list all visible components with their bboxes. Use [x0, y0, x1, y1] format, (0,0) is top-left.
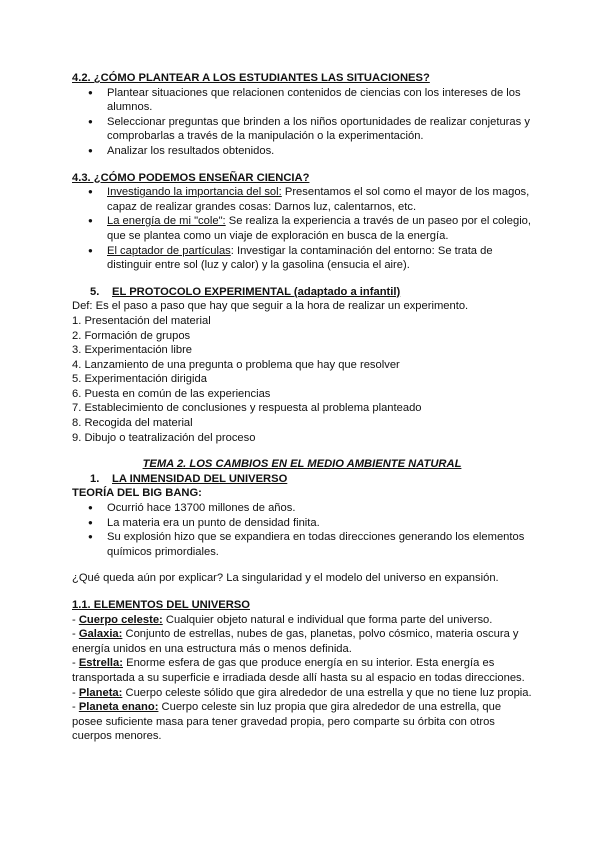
protocol-steps	[72, 314, 532, 445]
item-title: Investigando la importancia del sol:	[107, 186, 282, 199]
step-item: 2. Formación de grupos	[72, 329, 191, 342]
element-text: Conjunto de estrellas, nubes de gas, planetas, polvo cósmico, materia oscura y energía unidos en una estructura más o menos definida.	[72, 628, 519, 655]
definition-text: Def: Es el paso a paso que hay que seguir a la hora de realizar un experimento.	[72, 300, 469, 313]
item-title: El captador de partículas	[107, 244, 231, 257]
section-4-2-list	[72, 86, 532, 159]
list-item	[72, 214, 532, 243]
element-term: Estrella:	[78, 657, 123, 670]
element-item: - Planeta enano: Cuerpo celeste sin luz propia que gira alrededor de una estrella, que posee suficiente masa para tener gravedad propia, pero comparte su órbita con otros cuerpos menores.	[72, 701, 502, 743]
item-text: : Investigar la contaminación del entorno: Se trata de distinguir entre sol (luz y calor) y la gasolina (ensucia el aire).	[107, 244, 493, 272]
element-term: Planeta:	[78, 686, 123, 699]
element-item: - Cuerpo celeste: Cualquier objeto natural e individual que forma parte del universo.	[72, 613, 493, 626]
element-term: Planeta enano:	[78, 701, 159, 714]
elements-list	[72, 613, 532, 744]
element-text: Cuerpo celeste sin luz propia que gira alrededor de una estrella, que posee suficiente masa para tener gravedad propia, pero comparte su órbita con otros cuerpos menores.	[72, 701, 502, 743]
step-item: 1. Presentación del material	[72, 314, 211, 327]
list-item: ● La materia era un punto de densidad finita.	[72, 516, 532, 531]
list-item: ● Su explosión hizo que se expandiera en todas direcciones generando los elementos químicos primordiales.	[72, 530, 532, 559]
item-text: Se realiza la experiencia a través de un paseo por el colegio, que se plantea como un viaje de exploración en busca de la energía.	[107, 215, 532, 242]
element-item: - Planeta: Cuerpo celeste sólido que gira alrededor de una estrella y que no tiene luz propia.	[72, 686, 532, 699]
step-item: 8. Recogida del material	[72, 417, 193, 430]
section-5-heading	[72, 285, 532, 300]
step-item: 7. Establecimiento de conclusiones y respuesta al problema planteado	[72, 402, 422, 415]
subsection-1-heading	[72, 472, 532, 487]
section-4-3-list	[72, 185, 532, 273]
list-item: ● Analizar los resultados obtenidos.	[72, 144, 532, 159]
section-number: 5.	[90, 285, 100, 298]
element-item: - Galaxia: Conjunto de estrellas, nubes de gas, planetas, polvo cósmico, materia oscura y energía unidos en una estructura más o menos definida.	[72, 628, 519, 655]
element-term: Cuerpo celeste:	[78, 613, 163, 626]
step-item: 9. Dibujo o teatralización del proceso	[72, 431, 256, 444]
step-item: 3. Experimentación libre	[72, 344, 193, 357]
step-item: 5. Experimentación dirigida	[72, 373, 207, 386]
section-number: 1.	[90, 472, 100, 485]
page-content	[72, 71, 532, 744]
theory-heading: TEORÍA DEL BIG BANG:	[72, 487, 202, 500]
step-item: 6. Puesta en común de las experiencias	[72, 387, 271, 400]
step-item: 4. Lanzamiento de una pregunta o problema que hay que resolver	[72, 358, 400, 371]
section-4-2-heading: 4.2. ¿CÓMO PLANTEAR A LOS ESTUDIANTES LAS SITUACIONES?	[72, 72, 430, 84]
element-text: Cualquier objeto natural e individual que forma parte del universo.	[162, 613, 493, 626]
section-title: LA INMENSIDAD DEL UNIVERSO	[112, 472, 288, 485]
tema-2-title: TEMA 2. LOS CAMBIOS EN EL MEDIO AMBIENTE NATURAL	[142, 458, 462, 471]
element-text: Cuerpo celeste sólido que gira alrededor de una estrella y que no tiene luz propia.	[122, 686, 532, 699]
item-text: Presentamos el sol como el mayor de los magos, capaz de realizar grandes cosas: Darnos luz, calentarnos, etc.	[107, 186, 530, 213]
question-text: ¿Qué queda aún por explicar? La singularidad y el modelo del universo en expansión.	[72, 572, 499, 585]
list-item	[72, 244, 532, 273]
element-term: Galaxia:	[78, 628, 123, 641]
section-title: EL PROTOCOLO EXPERIMENTAL (adaptado a infantil)	[112, 285, 401, 298]
list-item: ● Plantear situaciones que relacionen contenidos de ciencias con los intereses de los alumnos.	[72, 86, 532, 115]
list-item: ● Ocurrió hace 13700 millones de años.	[72, 501, 532, 516]
list-item: ● Seleccionar preguntas que brinden a los niños oportunidades de realizar conjeturas y comprobarlas a través de la manipulación o la experimentación.	[72, 115, 532, 144]
section-4-3-heading: 4.3. ¿CÓMO PODEMOS ENSEÑAR CIENCIA?	[72, 171, 310, 184]
item-title: La energía de mi "cole":	[107, 215, 226, 228]
list-item	[72, 185, 532, 214]
element-text: Enorme esfera de gas que produce energía en su interior. Esta energía es transportada a su superficie e irradiada desde allí hasta su al espacio en todas direcciones.	[72, 657, 525, 684]
element-item: - Estrella: Enorme esfera de gas que produce energía en su interior. Esta energía es transportada a su superficie e irradiada desde allí hasta su al espacio en todas direcciones.	[72, 657, 525, 684]
section-1-1-heading: 1.1. ELEMENTOS DEL UNIVERSO	[72, 599, 251, 611]
theory-list	[72, 501, 532, 559]
